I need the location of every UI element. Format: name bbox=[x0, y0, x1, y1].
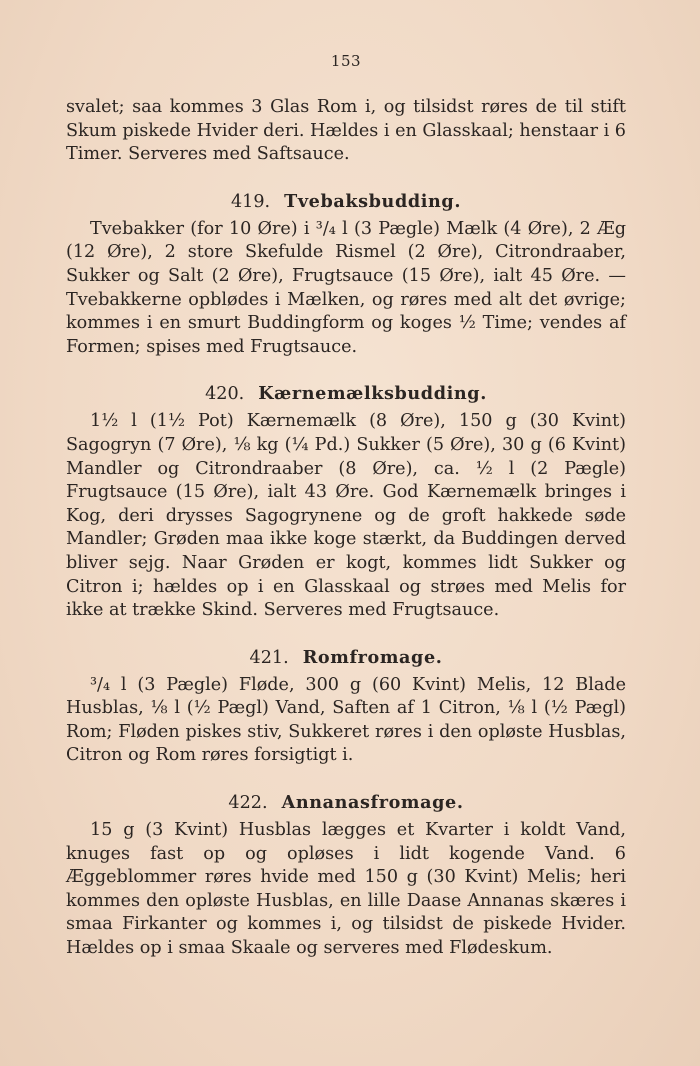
recipe-number: 420. bbox=[205, 384, 245, 405]
recipe-text: Tvebakker (for 10 Øre) i ³/₄ l (3 Pægle) Mælk (4 Øre), 2 Æg (12 Øre), 2 store Skefulde Rismel (2 Øre), Citrondraaber, Sukker og Salt (2 Øre), Frugtsauce (15 Øre), ialt 45 Øre. — Tvebakkerne opblødes i Mælken, og røres med alt det øvrige; kommes i en smurt Buddingform og koges ½ Time; vendes af Formen; spises med Frugtsauce. bbox=[66, 218, 626, 357]
recipe-text: 1½ l (1½ Pot) Kærnemælk (8 Øre), 150 g (30 Kvint) Sagogryn (7 Øre), ⅛ kg (¼ Pd.) Sukker (5 Øre), 30 g (6 Kvint) Mandler og Citrondraaber (8 Øre), ca. ½ l (2 Pægle) Frugtsauce (15 Øre), ialt 43 Øre. God Kærnemælk bringes i Kog, deri drysses Sagogrynene og de groft hakkede søde Mandler; Grøden maa ikke koge stærkt, da Buddingen derved bliver sejg. Naar Grøden er kogt, kommes lidt Sukker og Citron i; hældes op i en Glasskaal og strøes med Melis for ikke at trække Skind. Serveres med Frugtsauce. bbox=[66, 411, 626, 621]
recipe-number: 419. bbox=[230, 191, 271, 212]
recipe-text: 15 g (3 Kvint) Husblas lægges et Kvarter i koldt Vand, knuges fast op og opløses i lidt kogende Vand. 6 Æggeblommer røres hvide med 150 g (30 Kvint) Melis; heri kommes den opløste Husblas, en lille Daase Annanas skæres i smaa Firkanter og kommes i, og tilsidst de piskede Hvider. Hældes op i smaa Skaale og serveres med Flødeskum. bbox=[66, 820, 626, 959]
recipe-title: Kærnemælksbudding. bbox=[258, 383, 487, 405]
recipe-number: 421. bbox=[249, 647, 289, 668]
recipe-heading bbox=[66, 792, 626, 813]
recipe-title: Romfromage. bbox=[302, 646, 443, 668]
recipe-title: Annanasfromage. bbox=[281, 792, 464, 814]
recipe-420 bbox=[66, 383, 626, 622]
recipe-422 bbox=[66, 792, 626, 961]
recipe-number: 422. bbox=[228, 793, 268, 814]
intro-paragraph: svalet; saa kommes 3 Glas Rom i, og tilsidst røres de til stift Skum piskede Hvider deri. Hældes i en Glasskaal; henstaar i 6 Timer. Serveres med Saftsauce. bbox=[66, 97, 627, 165]
recipe-heading bbox=[66, 647, 626, 668]
recipe-title: Tvebaksbudding. bbox=[284, 190, 462, 212]
recipe-421 bbox=[66, 647, 626, 768]
page-number: 153 bbox=[330, 52, 362, 70]
recipe-heading bbox=[66, 191, 626, 212]
recipe-heading bbox=[66, 383, 626, 404]
recipe-419 bbox=[66, 191, 626, 360]
recipe-text: ³/₄ l (3 Pægle) Fløde, 300 g (60 Kvint) Melis, 12 Blade Husblas, ⅛ l (½ Pægl) Vand, Saften af 1 Citron, ⅛ l (½ Pægl) Rom; Fløden piskes stiv, Sukkeret røres i den opløste Husblas, Citron og Rom røres forsigtigt i. bbox=[66, 674, 626, 766]
